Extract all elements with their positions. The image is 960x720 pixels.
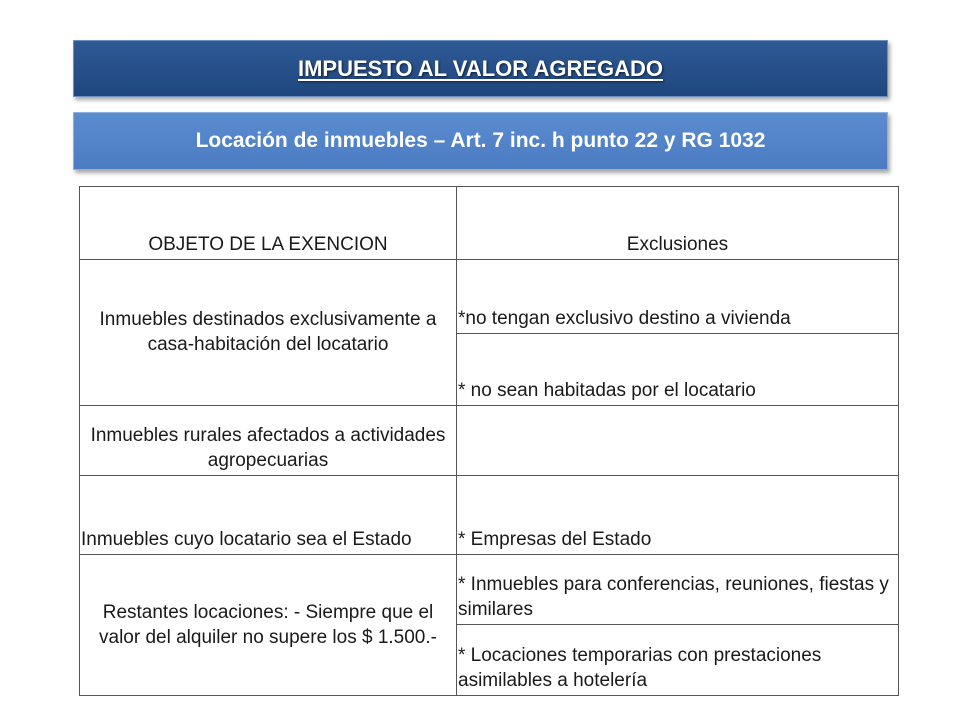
header-exclusiones: Exclusiones [457, 187, 899, 260]
exclusion-cell: * Inmuebles para conferencias, reuniones, fiestas y similares [457, 555, 899, 625]
table-header-row [80, 187, 899, 260]
header-objeto: OBJETO DE LA EXENCION [80, 187, 457, 260]
table-row [80, 555, 899, 625]
subtitle-banner [73, 112, 888, 170]
objeto-cell: Inmuebles rurales afectados a actividades agropecuarias [80, 406, 457, 476]
page-subtitle: Locación de inmuebles – Art. 7 inc. h punto 22 y RG 1032 [195, 129, 766, 152]
exclusion-cell [457, 406, 899, 476]
title-banner [73, 40, 888, 97]
page-title: IMPUESTO AL VALOR AGREGADO [297, 55, 664, 81]
exclusion-cell: *no tengan exclusivo destino a vivienda [457, 260, 899, 334]
exclusion-cell: * Empresas del Estado [457, 476, 899, 555]
table-row [80, 406, 899, 476]
objeto-cell: Restantes locaciones: - Siempre que el valor del alquiler no supere los $ 1.500.- [80, 555, 457, 696]
objeto-cell: Inmuebles destinados exclusivamente a casa-habitación del locatario [80, 260, 457, 406]
table-row [80, 260, 899, 334]
objeto-cell: Inmuebles cuyo locatario sea el Estado [80, 476, 457, 555]
exclusion-cell: * no sean habitadas por el locatario [457, 334, 899, 406]
exemption-table [79, 186, 899, 696]
table-row [80, 476, 899, 555]
exclusion-cell: * Locaciones temporarias con prestaciones asimilables a hotelería [457, 625, 899, 696]
